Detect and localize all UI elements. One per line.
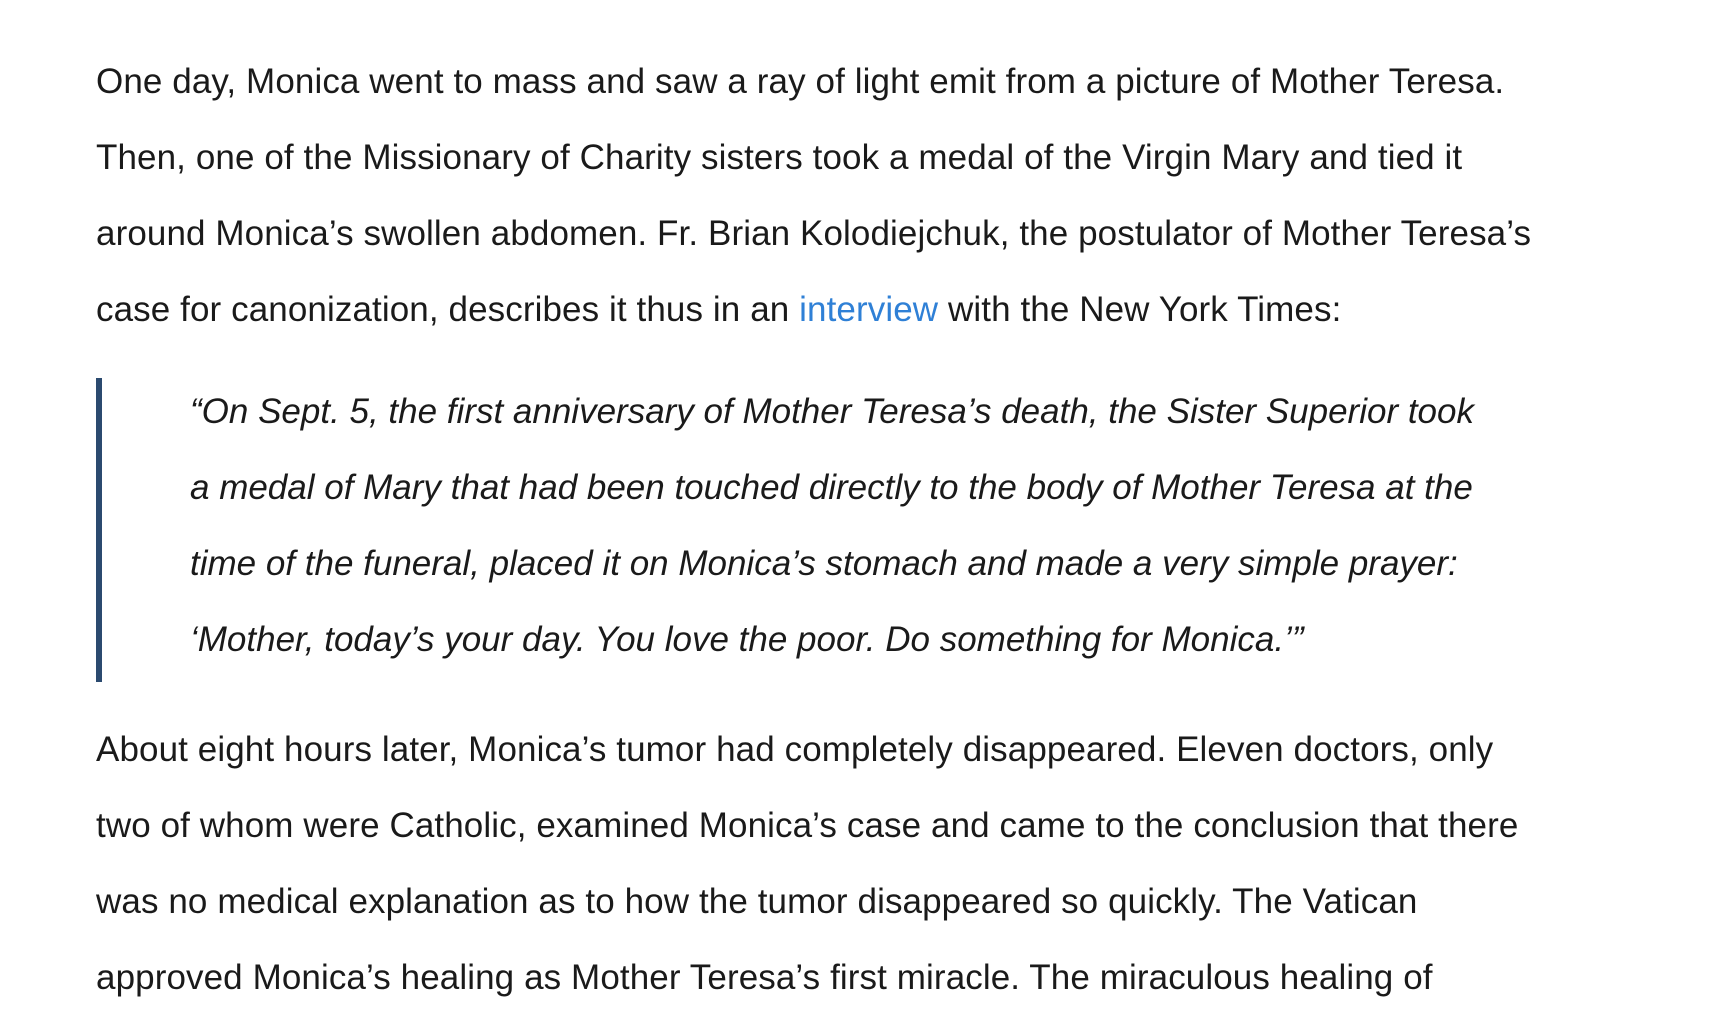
paragraph-line: Then, one of the Missionary of Charity sisters took a medal of the Virgin Mary and tied it: [96, 138, 1463, 177]
paragraph-line: was no medical explanation as to how the tumor disappeared so quickly. The Vatican: [96, 882, 1418, 921]
paragraph-line: two of whom were Catholic, examined Monica’s case and came to the conclusion that there: [96, 806, 1519, 845]
paragraph-line: One day, Monica went to mass and saw a ray of light emit from a picture of Mother Teresa.: [96, 62, 1505, 101]
paragraph-monica-mass: [96, 44, 1676, 348]
paragraph-text: with the New York Times:: [938, 290, 1342, 329]
quote-line: ‘Mother, today’s your day. You love the poor. Do something for Monica.’”: [190, 620, 1304, 659]
blockquote-nyt-interview: [96, 378, 1676, 682]
paragraph-line: approved Monica’s healing as Mother Teresa’s first miracle. The miraculous healing of: [96, 958, 1433, 997]
paragraph-line: About eight hours later, Monica’s tumor had completely disappeared. Eleven doctors, only: [96, 730, 1494, 769]
paragraph-tumor-disappeared: [96, 712, 1676, 1016]
interview-link[interactable]: interview: [799, 290, 939, 329]
quote-line: time of the funeral, placed it on Monica’s stomach and made a very simple prayer:: [190, 544, 1458, 583]
quote-line: a medal of Mary that had been touched directly to the body of Mother Teresa at the: [190, 468, 1473, 507]
paragraph-text: case for canonization, describes it thus in an: [96, 290, 800, 329]
quote-line: “On Sept. 5, the first anniversary of Mother Teresa’s death, the Sister Superior took: [190, 392, 1474, 431]
paragraph-line: [96, 272, 1676, 348]
quote-text: [190, 374, 1676, 678]
article-body: [96, 44, 1676, 1016]
paragraph-line: around Monica’s swollen abdomen. Fr. Brian Kolodiejchuk, the postulator of Mother Teresa’s: [96, 214, 1532, 253]
